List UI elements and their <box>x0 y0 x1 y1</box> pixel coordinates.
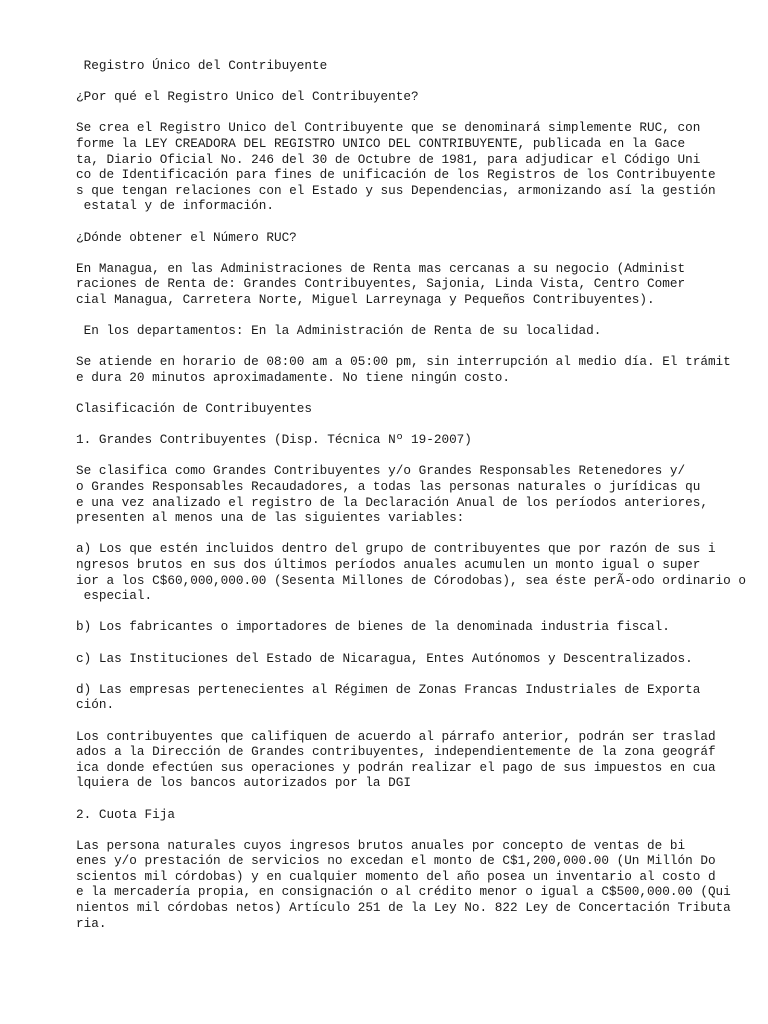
paragraph <box>76 120 760 214</box>
paragraph <box>76 619 760 635</box>
text-line: Los contribuyentes que califiquen de acuerdo al párrafo anterior, podrán ser traslad <box>76 728 716 744</box>
text-line: 1. Grandes Contribuyentes (Disp. Técnica Nº 19-2007) <box>76 432 472 448</box>
text-line: ta, Diario Oficial No. 246 del 30 de Octubre de 1981, para adjudicar el Código Uni <box>76 151 701 167</box>
text-line: enes y/o prestación de servicios no excedan el monto de C$1,200,000.00 (Un Millón Do <box>76 853 716 869</box>
paragraph <box>76 89 760 105</box>
text-line: cial Managua, Carretera Norte, Miguel Larreynaga y Pequeños Contribuyentes). <box>76 291 655 307</box>
text-line: e la mercadería propia, en consignación o al crédito menor o igual a C$500,000.00 (Qui <box>76 884 731 900</box>
text-line: lquiera de los bancos autorizados por la DGI <box>76 775 412 791</box>
text-line: ción. <box>76 697 115 713</box>
text-line: Clasificación de Contribuyentes <box>76 401 313 417</box>
paragraph <box>76 541 760 603</box>
paragraph <box>76 230 760 246</box>
text-line: s que tengan relaciones con el Estado y sus Dependencias, armonizando así la gestión <box>76 182 716 198</box>
text-line: ria. <box>76 915 107 931</box>
text-line: ¿Por qué el Registro Unico del Contribuyente? <box>76 89 419 105</box>
text-line: En Managua, en las Administraciones de Renta mas cercanas a su negocio (Administ <box>76 260 686 276</box>
text-line: Registro Único del Contribuyente <box>76 58 328 73</box>
text-line: ica donde efectúen sus operaciones y podrán realizar el pago de sus impuestos en cua <box>76 759 716 775</box>
text-line: Las persona naturales cuyos ingresos brutos anuales por concepto de ventas de bi <box>76 837 686 853</box>
text-line: Se crea el Registro Unico del Contribuyente que se denominará simplemente RUC, con <box>76 120 701 136</box>
paragraph <box>76 682 760 713</box>
document-body <box>76 58 760 947</box>
text-line: b) Los fabricantes o importadores de bienes de la denominada industria fiscal. <box>76 619 670 635</box>
text-line: forme la LEY CREADORA DEL REGISTRO UNICO DEL CONTRIBUYENTE, publicada en la Gace <box>76 135 686 151</box>
paragraph <box>76 432 760 448</box>
paragraph <box>76 729 760 791</box>
text-line: Se clasifica como Grandes Contribuyentes y/o Grandes Responsables Retenedores y/ <box>76 463 686 479</box>
text-line: En los departamentos: En la Administración de Renta de su localidad. <box>76 323 602 339</box>
text-line: d) Las empresas pertenecientes al Régimen de Zonas Francas Industriales de Exporta <box>76 681 701 697</box>
text-line: presenten al menos una de las siguientes variables: <box>76 510 465 526</box>
text-line: e una vez analizado el registro de la Declaración Anual de los períodos anteriores, <box>76 494 708 510</box>
text-line: raciones de Renta de: Grandes Contribuyentes, Sajonia, Linda Vista, Centro Comer <box>76 276 686 292</box>
paragraph <box>76 354 760 385</box>
paragraph <box>76 261 760 308</box>
text-line: co de Identificación para fines de unificación de los Registros de los Contribuyente <box>76 167 716 183</box>
text-line: ngresos brutos en sus dos últimos períodos anuales acumulen un monto igual o super <box>76 557 701 572</box>
paragraph <box>76 651 760 667</box>
text-line: nientos mil córdobas netos) Artículo 251 de la Ley No. 822 Ley de Concertación Tributa <box>76 900 731 916</box>
text-line: 2. Cuota Fija <box>76 806 175 822</box>
text-line: especial. <box>76 588 153 604</box>
paragraph <box>76 323 760 339</box>
paragraph <box>76 401 760 417</box>
text-line: ior a los C$60,000,000.00 (Sesenta Millones de Córodobas), sea éste perÃ-odo ordinario o <box>76 572 747 588</box>
text-line: scientos mil córdobas) y en cualquier momento del año posea un inventario al costo d <box>76 868 716 884</box>
paragraph <box>76 58 760 74</box>
text-line: ¿Dónde obtener el Número RUC? <box>76 229 297 245</box>
text-line: a) Los que estén incluidos dentro del grupo de contribuyentes que por razón de sus i <box>76 541 716 557</box>
text-line: e dura 20 minutos aproximadamente. No tiene ningún costo. <box>76 369 510 385</box>
text-line: ados a la Dirección de Grandes contribuyentes, independientemente de la zona geográf <box>76 744 716 760</box>
paragraph <box>76 807 760 823</box>
text-line: estatal y de información. <box>76 198 274 214</box>
text-line: c) Las Instituciones del Estado de Nicaragua, Entes Autónomos y Descentralizados. <box>76 650 693 666</box>
text-line: Se atiende en horario de 08:00 am a 05:00 pm, sin interrupción al medio día. El trámit <box>76 354 731 370</box>
paragraph <box>76 838 760 932</box>
text-line: o Grandes Responsables Recaudadores, a todas las personas naturales o jurídicas qu <box>76 479 701 495</box>
paragraph <box>76 463 760 525</box>
